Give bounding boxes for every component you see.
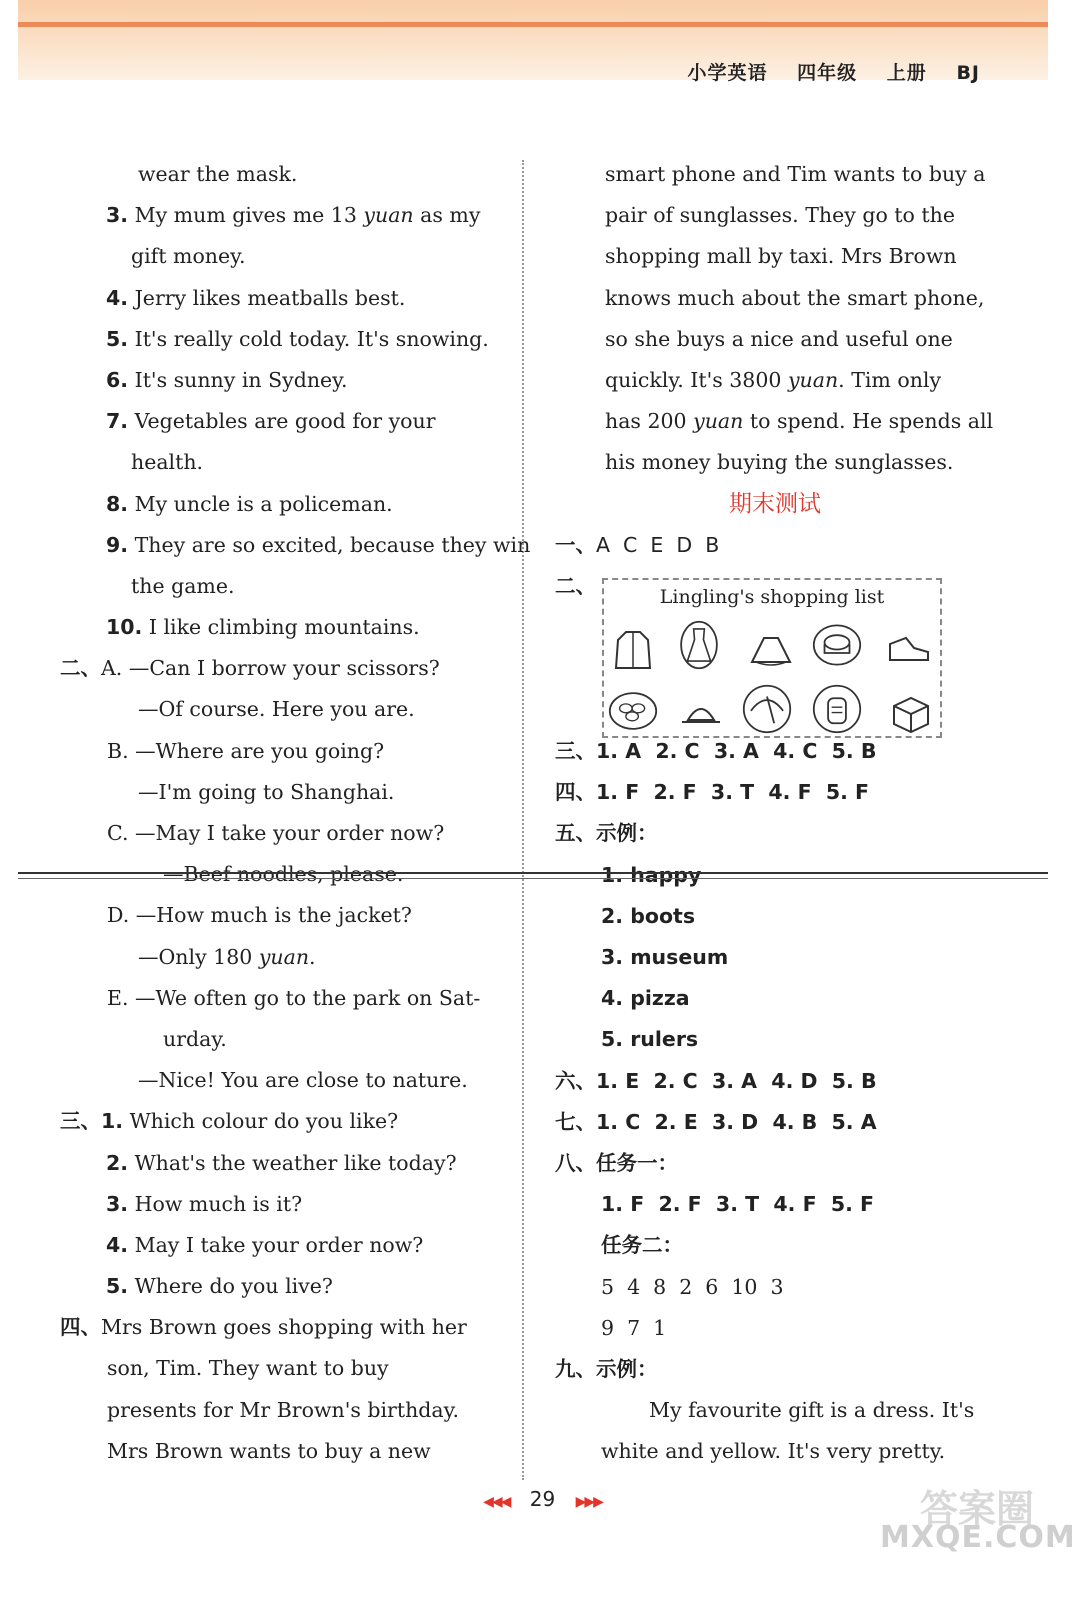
skirt-icon bbox=[746, 624, 796, 674]
section-title: 期末测试 bbox=[729, 490, 821, 517]
cap-icon bbox=[676, 690, 726, 740]
answer-line bbox=[60, 895, 500, 936]
answer-text: E. —We often go to the park on Sat- bbox=[107, 985, 481, 1010]
answer-text: —Only 180 bbox=[138, 944, 259, 969]
answer-text: 10. bbox=[106, 615, 143, 640]
answer-text: 六、 bbox=[555, 1068, 596, 1093]
answer-line bbox=[60, 525, 531, 566]
left-column bbox=[60, 154, 531, 1472]
answer-text: A. —Can I borrow your scissors? bbox=[101, 656, 440, 681]
answer-text: health. bbox=[131, 450, 204, 475]
answer-line bbox=[555, 772, 995, 813]
answer-text: Mrs Brown goes shopping with her bbox=[101, 1315, 467, 1340]
answer-text: pair of sunglasses. They go to the bbox=[605, 203, 955, 228]
answer-line bbox=[60, 484, 500, 525]
answer-text: the game. bbox=[131, 573, 235, 598]
answer-line bbox=[60, 1390, 500, 1431]
answer-text: 1. happy bbox=[601, 862, 702, 887]
right-column bbox=[555, 154, 995, 1472]
answer-text: presents for Mr Brown's birthday. bbox=[107, 1397, 460, 1422]
header-subject: 小学英语 bbox=[687, 62, 768, 84]
answer-line bbox=[555, 937, 995, 978]
answer-text: They are so excited, because they win bbox=[134, 532, 531, 557]
header-grade: 四年级 bbox=[797, 62, 858, 84]
answer-line bbox=[555, 360, 995, 401]
coat-icon bbox=[608, 624, 658, 674]
answer-text: It's sunny in Sydney. bbox=[134, 367, 348, 392]
answer-text: 五、示例： bbox=[555, 821, 658, 846]
header-volume: 上册 bbox=[886, 62, 927, 84]
answer-line bbox=[555, 896, 995, 937]
answer-line bbox=[60, 854, 500, 895]
answer-text: Jerry likes meatballs best. bbox=[134, 285, 406, 310]
answer-text: My uncle is a policeman. bbox=[134, 491, 393, 516]
answer-line bbox=[60, 1019, 500, 1060]
answer-line bbox=[555, 1102, 995, 1143]
answer-text: 5. rulers bbox=[601, 1027, 699, 1052]
answer-text: A C E D B bbox=[596, 532, 720, 557]
answer-text: his money buying the sunglasses. bbox=[605, 450, 954, 475]
answer-text: 八、任务一： bbox=[555, 1150, 678, 1175]
answer-text: to spend. He spends all bbox=[743, 409, 994, 434]
answer-text: May I take your order now? bbox=[134, 1232, 424, 1257]
answer-text: —Of course. Here you are. bbox=[138, 697, 415, 722]
answer-text: quickly. It's 3800 bbox=[605, 367, 788, 392]
answer-text: yuan bbox=[787, 367, 839, 392]
answer-text: wear the mask. bbox=[138, 162, 298, 186]
dumplings-icon bbox=[608, 686, 658, 736]
answer-text: yuan bbox=[363, 203, 414, 228]
shopping-list-title: Lingling's shopping list bbox=[659, 586, 885, 608]
answer-text: 3. bbox=[106, 1191, 129, 1216]
next-arrows-icon: ▶▶▶ bbox=[575, 1494, 602, 1510]
answer-line bbox=[555, 278, 995, 319]
prev-arrows-icon: ◀◀◀ bbox=[483, 1494, 510, 1510]
fold-line-shadow bbox=[18, 878, 1048, 879]
answer-line bbox=[555, 236, 995, 277]
column-divider bbox=[522, 160, 524, 1480]
answer-text: 9. bbox=[106, 532, 129, 557]
answer-text: . Tim only bbox=[838, 367, 942, 392]
answer-text: 3. bbox=[106, 203, 129, 228]
answer-line bbox=[60, 1060, 500, 1101]
answer-line bbox=[60, 566, 500, 607]
answer-line bbox=[555, 813, 995, 854]
answer-line bbox=[60, 1143, 500, 1184]
answer-line bbox=[555, 1225, 995, 1266]
answer-text: white and yellow. It's very pretty. bbox=[601, 1439, 946, 1464]
answer-text: D. —How much is the jacket? bbox=[107, 903, 412, 928]
answer-line bbox=[555, 1390, 995, 1431]
answer-line bbox=[60, 236, 500, 277]
answer-line bbox=[555, 1184, 995, 1225]
page-number: 29 bbox=[529, 1487, 556, 1511]
answer-text: 7. bbox=[106, 409, 129, 434]
answer-text: urday. bbox=[163, 1026, 227, 1051]
umbrella-icon bbox=[742, 684, 792, 734]
answer-text: son, Tim. They want to buy bbox=[107, 1356, 389, 1381]
answer-text: shopping mall by taxi. Mrs Brown bbox=[605, 244, 957, 269]
answer-text: C. —May I take your order now? bbox=[107, 821, 445, 845]
answer-text: It's really cold today. It's snowing. bbox=[134, 326, 489, 351]
answer-text: —I'm going to Shanghai. bbox=[138, 779, 395, 804]
answer-text: 1. F 2. F 3. T 4. F 5. F bbox=[601, 1192, 875, 1217]
answer-line bbox=[60, 772, 500, 813]
answer-text: 9 7 1 bbox=[601, 1315, 667, 1340]
answer-line bbox=[60, 195, 500, 236]
answer-text: 三、 bbox=[555, 739, 596, 764]
answer-line bbox=[60, 442, 500, 483]
answer-text: Which colour do you like? bbox=[129, 1109, 399, 1134]
answer-line bbox=[60, 813, 500, 854]
header-title bbox=[666, 58, 980, 85]
answer-text: 5 4 8 2 6 10 3 bbox=[601, 1274, 784, 1299]
answer-line bbox=[555, 1308, 995, 1349]
answer-text: 3. museum bbox=[601, 945, 729, 969]
answer-text: 5. bbox=[106, 326, 129, 351]
answer-text: . bbox=[309, 944, 316, 969]
answer-line bbox=[555, 525, 995, 566]
answer-line bbox=[555, 1061, 995, 1102]
answer-text: —Beef noodles, please. bbox=[163, 862, 404, 887]
answer-text: Mrs Brown wants to buy a new bbox=[107, 1438, 431, 1463]
dress-icon bbox=[674, 620, 724, 670]
answer-line bbox=[555, 154, 995, 195]
answer-line bbox=[555, 401, 995, 442]
answer-text: 二、 bbox=[60, 656, 101, 681]
answer-text: 5. bbox=[106, 1274, 129, 1299]
answer-text: Vegetables are good for your bbox=[134, 409, 436, 434]
answer-line bbox=[60, 154, 500, 195]
answer-line bbox=[60, 1431, 500, 1472]
answer-line bbox=[555, 195, 995, 236]
watermark-url: MXQE.COM bbox=[880, 1520, 1076, 1555]
answer-text: gift money. bbox=[131, 244, 246, 269]
answer-line bbox=[555, 855, 995, 896]
answer-text: 任务二： bbox=[601, 1233, 683, 1258]
answer-line bbox=[60, 689, 500, 730]
answer-text: 1. E 2. C 3. A 4. D 5. B bbox=[596, 1068, 877, 1093]
answer-text: 七、 bbox=[555, 1109, 596, 1134]
answer-line bbox=[60, 978, 500, 1019]
answer-text: 四、 bbox=[555, 780, 596, 805]
answer-text: My favourite gift is a dress. It's bbox=[649, 1398, 975, 1423]
answer-text: My mum gives me 13 bbox=[134, 203, 364, 228]
answer-text: 1. A 2. C 3. A 4. C 5. B bbox=[596, 739, 877, 764]
answer-line bbox=[60, 278, 500, 319]
answer-line bbox=[60, 1184, 500, 1225]
answer-text: 1. bbox=[101, 1109, 124, 1134]
gift-box-icon bbox=[886, 688, 936, 738]
answer-text: —Nice! You are close to nature. bbox=[138, 1068, 468, 1093]
answer-line bbox=[555, 978, 995, 1019]
answer-line bbox=[60, 1266, 500, 1307]
answer-text: yuan bbox=[693, 409, 744, 434]
answer-line bbox=[555, 319, 995, 360]
answer-text: I like climbing mountains. bbox=[148, 615, 420, 640]
answer-line bbox=[555, 1019, 995, 1060]
answer-line bbox=[60, 731, 500, 772]
answer-line bbox=[555, 1431, 995, 1472]
shoes-icon bbox=[884, 624, 934, 674]
answer-text: 一、 bbox=[555, 532, 596, 557]
answer-text: 4. bbox=[106, 1232, 129, 1257]
answer-text: yuan bbox=[258, 944, 310, 969]
answer-text: 8. bbox=[106, 491, 129, 516]
answer-line bbox=[60, 648, 500, 689]
answer-line bbox=[60, 937, 500, 978]
answer-text: 2. boots bbox=[601, 903, 696, 928]
answer-text: as my bbox=[413, 203, 481, 228]
answer-line bbox=[60, 1307, 500, 1348]
answer-text: 6. bbox=[106, 367, 129, 392]
answer-line bbox=[60, 1101, 500, 1142]
answer-text: What's the weather like today? bbox=[134, 1150, 457, 1175]
answer-text: Where do you live? bbox=[134, 1274, 333, 1299]
watermark-logo: 答案圈 bbox=[920, 1487, 1035, 1531]
header-stripe bbox=[18, 22, 1048, 27]
answer-text: has 200 bbox=[605, 409, 694, 434]
answer-text: 2. bbox=[106, 1150, 129, 1175]
answer-text: 二、 bbox=[555, 573, 596, 598]
answer-text: knows much about the smart phone, bbox=[605, 285, 985, 310]
answer-text: smart phone and Tim wants to buy a bbox=[605, 162, 986, 186]
answer-text: 4. pizza bbox=[601, 986, 690, 1011]
header-edition: BJ bbox=[956, 62, 980, 84]
answer-line bbox=[60, 1348, 500, 1389]
answer-line bbox=[60, 319, 500, 360]
answer-line bbox=[60, 360, 500, 401]
answer-line bbox=[60, 401, 500, 442]
answer-line bbox=[555, 442, 995, 483]
answer-text: 1. C 2. E 3. D 4. B 5. A bbox=[596, 1109, 877, 1134]
bag-icon bbox=[812, 684, 862, 734]
answer-line bbox=[555, 1267, 995, 1308]
answer-text: 1. F 2. F 3. T 4. F 5. F bbox=[596, 780, 870, 805]
answer-text: 4. bbox=[106, 285, 129, 310]
hat-icon bbox=[812, 620, 862, 670]
answer-text: 九、示例： bbox=[555, 1356, 658, 1381]
fold-line bbox=[18, 872, 1048, 874]
answer-text: 三、 bbox=[60, 1109, 101, 1134]
answer-text: 四、 bbox=[60, 1315, 101, 1340]
answer-line bbox=[555, 1349, 995, 1390]
shopping-list-box bbox=[602, 578, 942, 738]
answer-line bbox=[60, 1225, 500, 1266]
answer-text: How much is it? bbox=[134, 1191, 303, 1216]
answer-text: B. —Where are you going? bbox=[107, 738, 385, 763]
answer-text: so she buys a nice and useful one bbox=[605, 326, 953, 351]
answer-line bbox=[555, 1143, 995, 1184]
answer-line bbox=[60, 607, 500, 648]
